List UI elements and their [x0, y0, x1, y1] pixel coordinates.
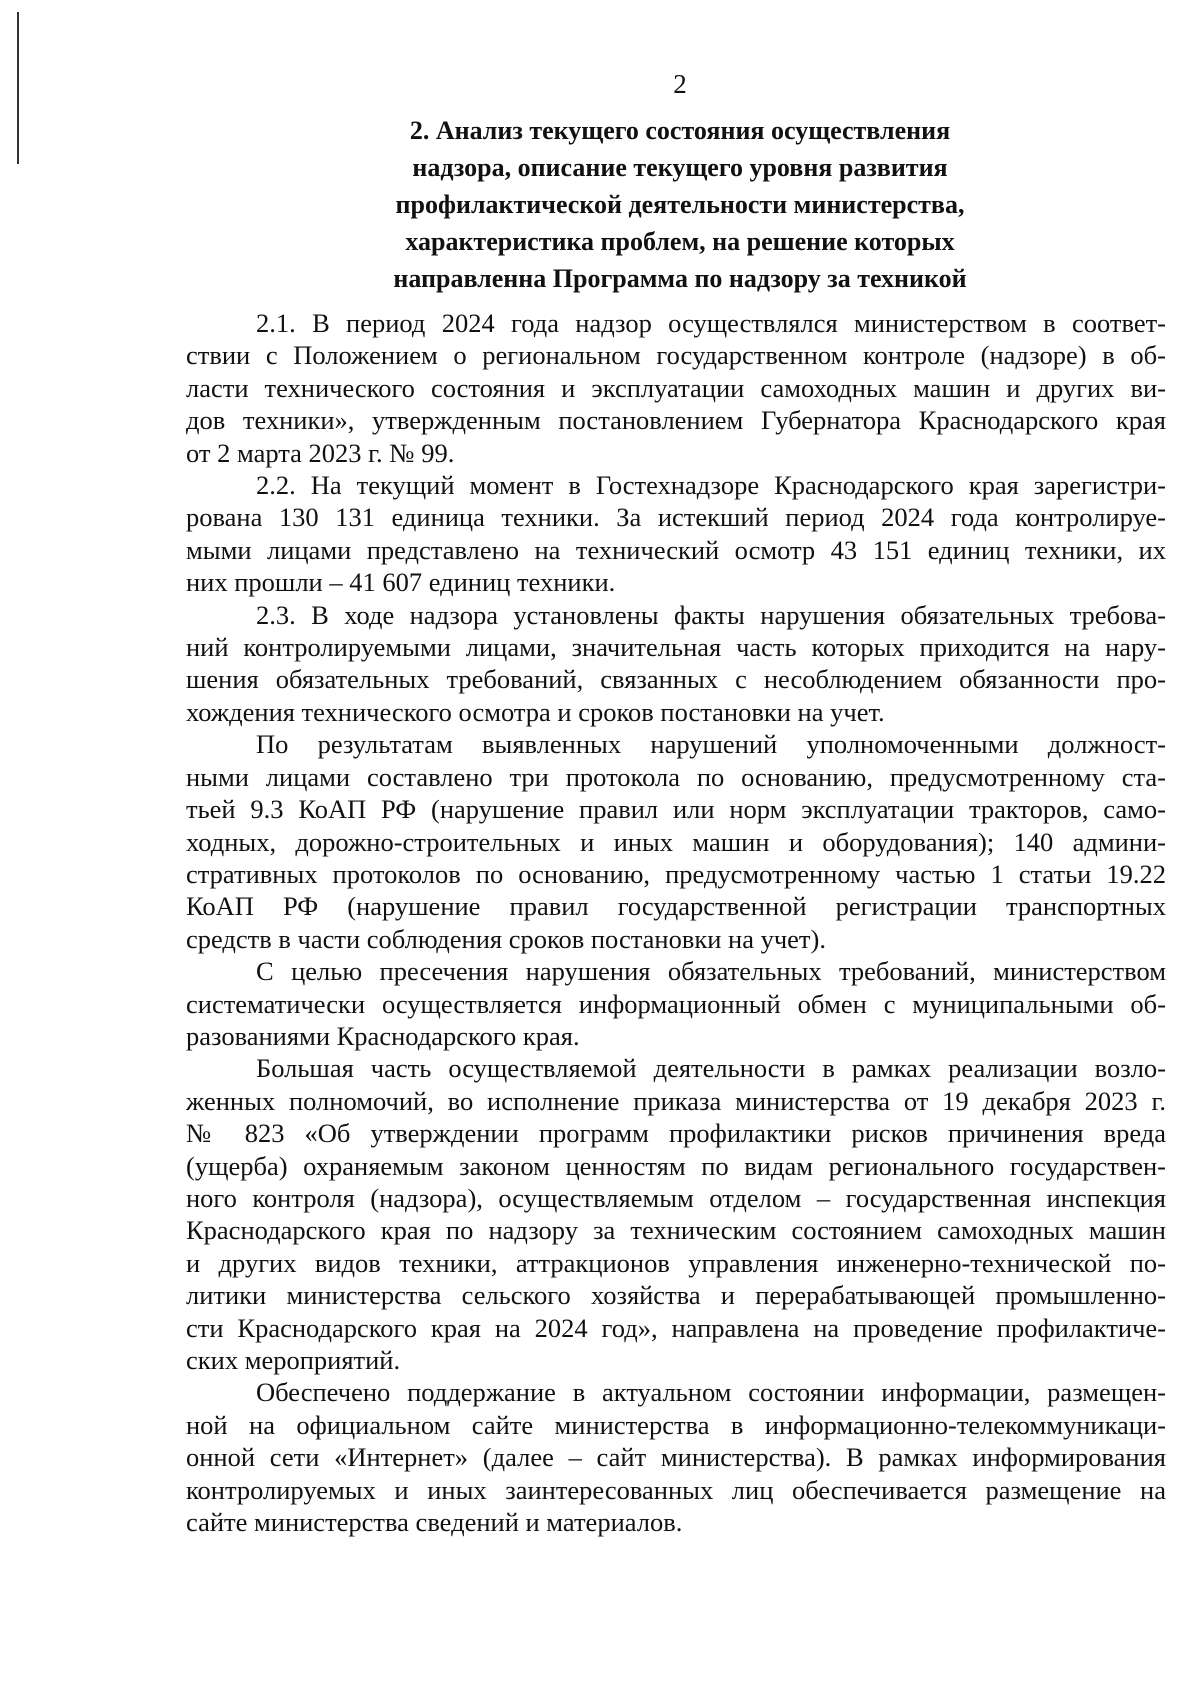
paragraph-line: Краснодарского края по надзору за техническим состоянием самоходных машин — [186, 1215, 1166, 1246]
paragraph — [186, 955, 1166, 1052]
paragraph-line: ными лицами составлено три протокола по основанию, предусмотренному ста- — [186, 761, 1166, 792]
paragraph-line: тьей 9.3 КоАП РФ (нарушение правил или норм эксплуатации тракторов, само- — [186, 794, 1166, 825]
paragraph-line: и других видов техники, аттракционов управления инженерно-технической по- — [186, 1247, 1166, 1278]
page-number: 2 — [673, 69, 687, 99]
heading-line: надзора, описание текущего уровня развития — [412, 153, 948, 182]
heading-line: 2. Анализ текущего состояния осуществления — [409, 116, 951, 145]
paragraph-line: литики министерства сельского хозяйства и перерабатывающей промышленно- — [186, 1280, 1166, 1311]
section-heading — [330, 112, 1030, 297]
paragraph-line: систематически осуществляется информационный обмен с муниципальными об- — [186, 988, 1166, 1019]
heading-line: направленна Программа по надзору за техникой — [393, 264, 967, 293]
paragraph-line: сайте министерства сведений и материалов. — [186, 1507, 683, 1538]
paragraph-line: хождения технического осмотра и сроков постановки на учет. — [186, 696, 885, 727]
paragraph-line: шения обязательных требований, связанных с несоблюдением обязанности про- — [186, 664, 1166, 695]
paragraph-line: 2.2. На текущий момент в Гостехнадзоре Краснодарского края зарегистри- — [256, 470, 1166, 501]
paragraph-line: сти Краснодарского края на 2024 год», направлена на проведение профилактиче- — [186, 1312, 1166, 1343]
paragraph-line: № 823 «Об утверждении программ профилактики рисков причинения вреда — [186, 1118, 1166, 1149]
paragraph-line: С целью пресечения нарушения обязательных требований, министерством — [256, 956, 1166, 987]
paragraph-line: дов техники», утвержденным постановлением Губернатора Краснодарского края — [186, 405, 1166, 436]
paragraph-line: Обеспечено поддержание в актуальном состоянии информации, размещен- — [256, 1377, 1166, 1408]
paragraph-line: ной на официальном сайте министерства в информационно-телекоммуникаци- — [186, 1409, 1166, 1440]
paragraph-line: КоАП РФ (нарушение правил государственной регистрации транспортных — [186, 891, 1166, 922]
paragraph — [186, 1376, 1166, 1538]
paragraph-line: По результатам выявленных нарушений уполномоченными должност- — [256, 729, 1166, 760]
paragraph — [186, 599, 1166, 729]
document-body — [186, 307, 1166, 1538]
paragraph — [186, 728, 1166, 955]
paragraph-line: ний контролируемыми лицами, значительная часть которых приходится на нару- — [186, 632, 1166, 663]
paragraph-line: 2.1. В период 2024 года надзор осуществлялся министерством в соответ- — [256, 308, 1166, 338]
heading-line: характеристика проблем, на решение которых — [405, 227, 955, 256]
paragraph-line: Большая часть осуществляемой деятельности в рамках реализации возло- — [256, 1053, 1166, 1084]
paragraph-line: ских мероприятий. — [186, 1345, 401, 1375]
paragraph-line: 2.3. В ходе надзора установлены факты нарушения обязательных требова- — [256, 599, 1166, 630]
paragraph-line: контролируемых и иных заинтересованных лиц обеспечивается размещение на — [186, 1474, 1166, 1505]
paragraph-line: мыми лицами представлено на технический осмотр 43 151 единиц техники, их — [186, 534, 1166, 565]
paragraph — [186, 469, 1166, 599]
paragraph — [186, 1052, 1166, 1376]
paragraph-line: стративных протоколов по основанию, предусмотренному частью 1 статьи 19.22 — [186, 858, 1166, 889]
paragraph-line: разованиями Краснодарского края. — [186, 1020, 580, 1051]
heading-line: профилактической деятельности министерства, — [395, 190, 965, 219]
paragraph-line: ласти технического состояния и эксплуатации самоходных машин и других ви- — [186, 372, 1166, 403]
paragraph-line: них прошли – 41 607 единиц техники. — [186, 567, 616, 598]
paragraph-line: (ущерба) охраняемым законом ценностям по видам регионального государствен- — [186, 1150, 1166, 1181]
paragraph-line: средств в части соблюдения сроков постановки на учет). — [186, 923, 826, 954]
paragraph-line: от 2 марта 2023 г. № 99. — [186, 437, 455, 468]
paragraph — [186, 307, 1166, 469]
paragraph-line: рована 130 131 единица техники. За истекший период 2024 года контролируе- — [186, 502, 1166, 533]
paragraph-line: онной сети «Интернет» (далее – сайт министерства). В рамках информирования — [186, 1442, 1166, 1473]
paragraph-line: ствии с Положением о региональном государственном контроле (надзоре) в об- — [186, 340, 1166, 371]
paragraph-line: женных полномочий, во исполнение приказа министерства от 19 декабря 2023 г. — [186, 1085, 1166, 1116]
paragraph-line: ного контроля (надзора), осуществляемым отделом – государственная инспекция — [186, 1182, 1166, 1213]
paragraph-line: ходных, дорожно-строительных и иных машин и оборудования); 140 админи- — [186, 826, 1166, 857]
